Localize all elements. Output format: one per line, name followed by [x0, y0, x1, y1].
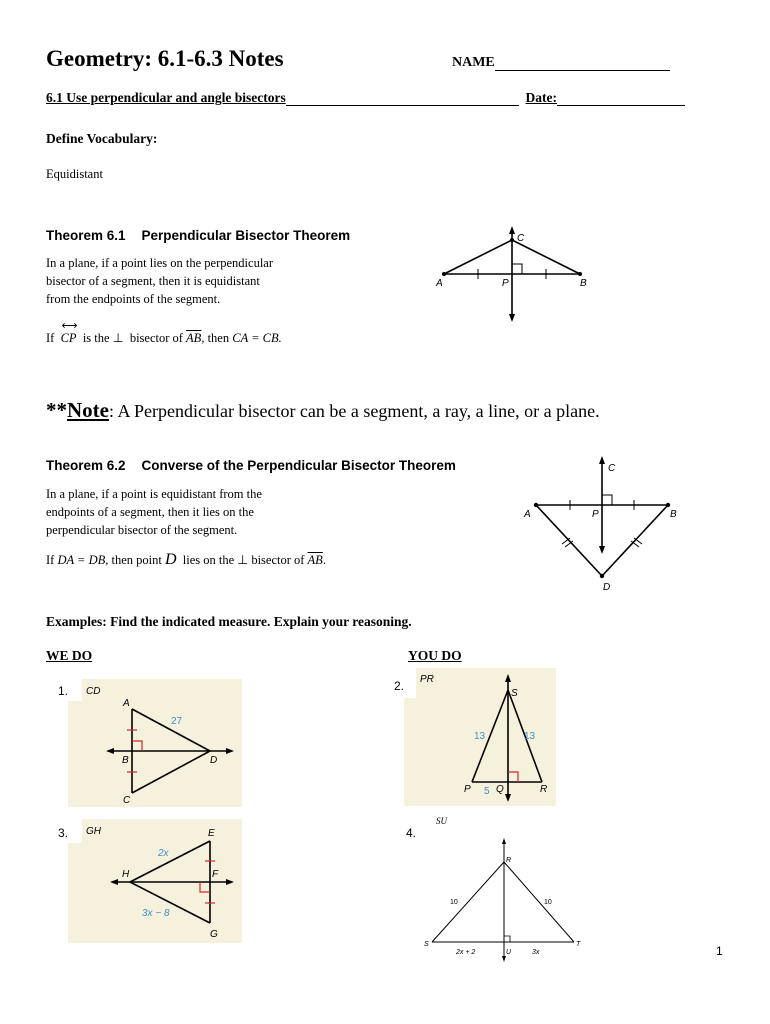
- length-label: 10: [544, 899, 552, 906]
- theorem2-figure: [520, 452, 690, 594]
- date-label: Date:: [525, 90, 557, 105]
- word-lies-on: lies on the: [182, 553, 235, 567]
- point-c: [510, 238, 514, 242]
- conclusion: CA = CB.: [232, 331, 282, 345]
- label-g: G: [210, 929, 218, 940]
- label-c: C: [608, 463, 616, 474]
- word-then: , then: [201, 331, 230, 345]
- length-label: 13: [524, 731, 536, 742]
- segment-rs: [432, 862, 504, 942]
- label-r: R: [506, 857, 512, 864]
- point-a: [534, 503, 538, 507]
- arrow-down-icon: [599, 546, 605, 554]
- examples-heading: Examples: Find the indicated measure. Explain your reasoning.: [46, 614, 412, 629]
- segment-rt: [504, 862, 574, 942]
- example4-number: 4.: [406, 826, 417, 840]
- example1-number: 1.: [58, 684, 69, 698]
- page-number: 1: [716, 944, 723, 958]
- point-d: [600, 574, 604, 578]
- theorem2-line: In a plane, if a point is equidistant from the: [46, 487, 262, 501]
- segment-ca: [444, 240, 512, 274]
- theorem2-statement: [46, 485, 262, 539]
- label-b: B: [580, 278, 587, 289]
- theorem2-line: perpendicular bisector of the segment.: [46, 523, 238, 537]
- label-s: S: [424, 941, 429, 948]
- length-label: 2x + 2: [456, 949, 476, 956]
- label-b: B: [122, 755, 129, 766]
- example2-figure: [404, 668, 556, 806]
- line-cp: ⟷ CP: [61, 329, 77, 347]
- point-b: [666, 503, 670, 507]
- label-p: P: [592, 509, 599, 520]
- page-title: Geometry: 6.1-6.3 Notes: [46, 46, 284, 71]
- theorem2-heading: [46, 458, 456, 473]
- label-p: P: [502, 278, 509, 289]
- label-a: A: [524, 509, 531, 520]
- example1-panel: [68, 679, 242, 807]
- example1-figure: [68, 679, 242, 807]
- target-label: GH: [86, 826, 101, 837]
- vocab-heading: Define Vocabulary:: [46, 131, 158, 146]
- label-h: H: [122, 869, 130, 880]
- word-if: If: [46, 553, 55, 567]
- label-f: F: [212, 869, 219, 880]
- name-blank: [495, 58, 670, 71]
- example3-panel: [68, 819, 242, 943]
- label-s: S: [511, 688, 518, 699]
- theorem1-statement: [46, 254, 273, 308]
- vocab-term: Equidistant: [46, 167, 103, 181]
- perp-symbol: ⊥: [112, 331, 124, 345]
- target-label: CD: [86, 686, 101, 697]
- theorem1-figure: [430, 222, 600, 324]
- word-bisector-of: bisector of: [251, 553, 305, 567]
- label-e: E: [208, 828, 215, 839]
- example4-figure: [420, 836, 590, 962]
- example2-number: 2.: [394, 679, 405, 693]
- label-q: Q: [496, 784, 504, 795]
- theorem2-formula: [46, 551, 326, 569]
- hypothesis: DA = DB: [57, 553, 106, 567]
- length-label: 27: [171, 716, 183, 727]
- arrow-up-icon: [509, 226, 515, 234]
- point-b: [578, 272, 582, 276]
- word-is-the: is the: [82, 331, 110, 345]
- right-angle-mark: [512, 264, 522, 274]
- label-p: P: [464, 784, 471, 795]
- arrow-up-icon: [599, 456, 605, 464]
- section-blank: [286, 93, 519, 106]
- label-t: T: [576, 941, 581, 948]
- theorem2-line: endpoints of a segment, then it lies on the: [46, 505, 254, 519]
- right-angle-mark: [602, 495, 612, 505]
- label-d: D: [603, 582, 611, 593]
- example4-target: SU: [436, 816, 447, 826]
- segment-ab: $\overline{AB}$: [186, 331, 202, 345]
- label-u: U: [506, 949, 512, 956]
- length-label: 13: [474, 731, 486, 742]
- line-arrow: ⟷: [61, 320, 78, 332]
- date-blank: [557, 93, 685, 106]
- label-c: C: [123, 795, 131, 806]
- word-if: If: [46, 331, 55, 345]
- you-do-label: YOU DO: [408, 648, 462, 663]
- label-r: R: [540, 784, 548, 795]
- theorem1-line: bisector of a segment, then it is equidistant: [46, 274, 260, 288]
- point-a: [442, 272, 446, 276]
- length-label: 3x − 8: [142, 908, 170, 919]
- note-text: : A Perpendicular bisector can be a segment, a ray, a line, or a plane.: [108, 401, 600, 421]
- word-then-point: , then point: [105, 553, 162, 567]
- section-heading: [46, 90, 685, 106]
- period: .: [322, 553, 326, 567]
- label-b: B: [670, 509, 677, 520]
- label-a: A: [436, 278, 443, 289]
- theorem2-name: Converse of the Perpendicular Bisector Theorem: [141, 458, 456, 473]
- theorem1-number: Theorem 6.1: [46, 228, 126, 243]
- theorem1-formula: [46, 320, 282, 347]
- we-do-label: WE DO: [46, 648, 93, 663]
- label-d: D: [210, 755, 218, 766]
- theorem2-number: Theorem 6.2: [46, 458, 126, 473]
- theorem1-line: In a plane, if a point lies on the perpendicular: [46, 256, 274, 270]
- arrow-down-icon: [502, 956, 506, 962]
- theorem1-name: Perpendicular Bisector Theorem: [141, 228, 351, 243]
- note-word: Note: [67, 398, 109, 422]
- point-d-text: D: [164, 551, 177, 568]
- right-angle-mark: [504, 936, 510, 942]
- perp-symbol: ⊥: [237, 553, 249, 567]
- note-stars: **: [46, 398, 67, 422]
- example3-figure: [68, 819, 242, 943]
- theorem1-heading: [46, 228, 350, 243]
- target-label: PR: [420, 674, 434, 685]
- segment-ab: $\overline{AB}$: [307, 553, 323, 567]
- note: [46, 398, 600, 423]
- example3-number: 3.: [58, 826, 69, 840]
- length-label: 2x: [158, 848, 169, 859]
- label-a: A: [123, 698, 130, 709]
- theorem1-line: from the endpoints of the segment.: [46, 292, 221, 306]
- word-bisector-of: bisector of: [129, 331, 183, 345]
- section-title: 6.1 Use perpendicular and angle bisectors: [46, 90, 286, 105]
- label-c: C: [517, 233, 525, 244]
- segment-bd: [602, 505, 668, 576]
- arrow-down-icon: [509, 314, 515, 322]
- name-label: NAME: [452, 55, 495, 70]
- length-label: 3x: [532, 949, 540, 956]
- length-label: 10: [450, 899, 458, 906]
- name-field: [452, 55, 670, 71]
- length-label: 5: [484, 786, 490, 797]
- arrow-up-icon: [502, 838, 506, 844]
